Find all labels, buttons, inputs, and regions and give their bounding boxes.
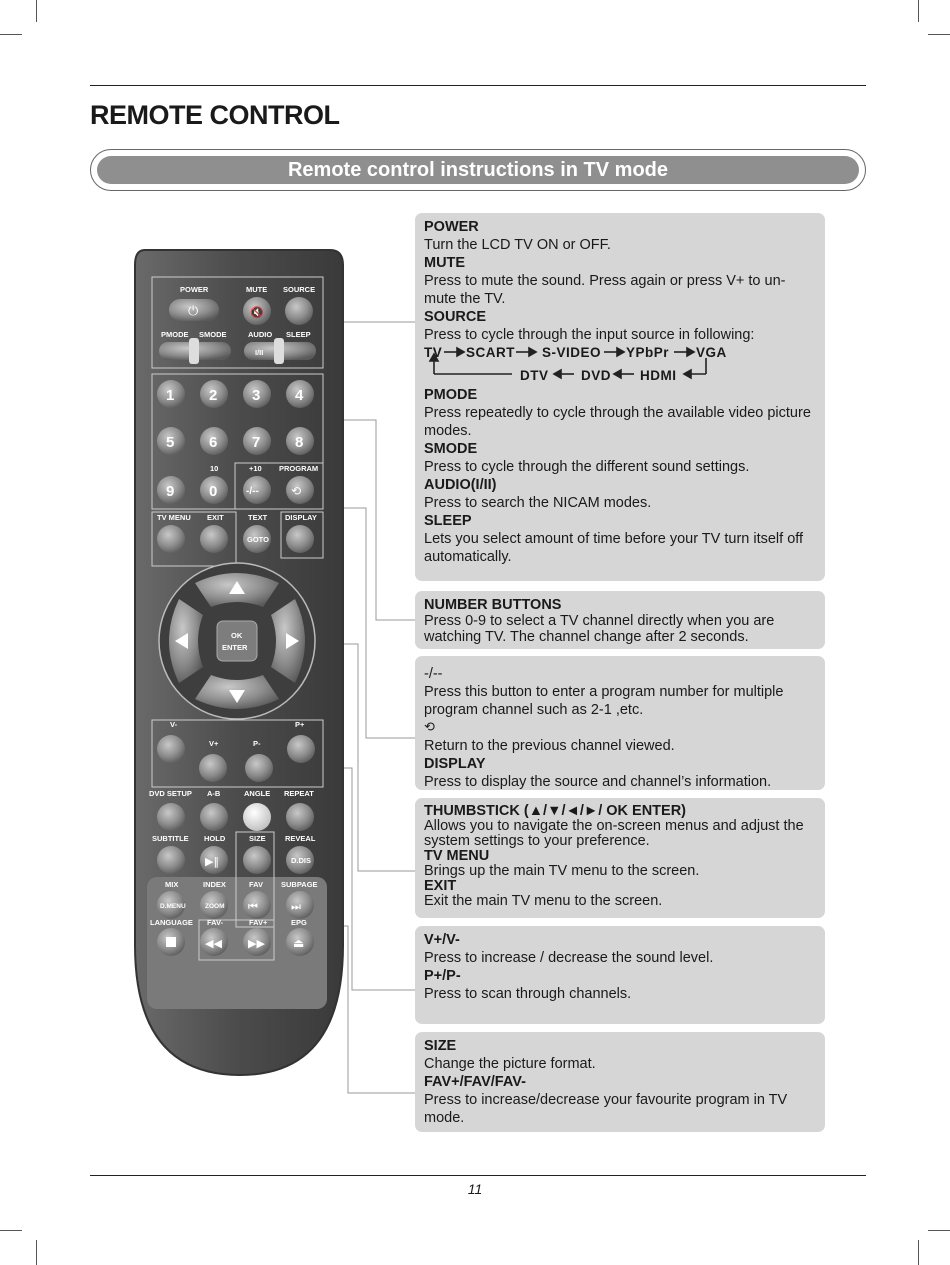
tvmenu-heading: TV MENU: [424, 848, 490, 864]
favminus-label: FAV-: [207, 918, 224, 927]
pminus-button[interactable]: [245, 754, 273, 782]
dash-heading: -/--: [424, 666, 443, 682]
crop-mark: [36, 0, 37, 22]
thumbstick-box: [415, 798, 825, 918]
dvdsetup-label: DVD SETUP: [149, 789, 192, 798]
stop-icon: [166, 937, 176, 947]
vplus-button[interactable]: [199, 754, 227, 782]
display-label: DISPLAY: [285, 513, 317, 522]
subtitle-label: SUBTITLE: [152, 834, 189, 843]
smode-label: SMODE: [199, 330, 227, 339]
return-icon: ⟲: [291, 484, 302, 498]
digit-label: 7: [252, 434, 261, 451]
source-label: SOURCE: [283, 285, 316, 294]
digit-label: 3: [252, 387, 261, 404]
volume-box: [415, 926, 825, 1024]
dmenu-label: D.MENU: [160, 903, 186, 910]
channel-text: Press to scan through channels.: [424, 986, 632, 1002]
dvdsetup-button[interactable]: [157, 803, 185, 831]
source-text: Press to cycle through the input source in following:: [424, 327, 755, 343]
repeat-label: REPEAT: [284, 789, 314, 798]
sleep-text: Lets you select amount of time before your TV turn itself off automatically.: [424, 531, 804, 565]
pplus-label: P+: [295, 720, 305, 729]
digit-label: 6: [209, 434, 218, 451]
vplus-label: V+: [209, 739, 219, 748]
ddis-label: D.DIS: [291, 856, 312, 865]
digit-label: 1: [166, 387, 175, 404]
digit-label: 4: [295, 387, 304, 404]
thumbstick-text: Allows you to navigate the on-screen menus and adjust the system settings to your preference.: [424, 818, 804, 849]
page-title: REMOTE CONTROL: [90, 100, 340, 130]
size-box: [415, 1032, 825, 1132]
tvmenu-text: Brings up the main TV menu to the screen.: [424, 863, 700, 879]
size-button[interactable]: [243, 846, 271, 874]
display-button[interactable]: [286, 525, 314, 553]
eject-icon: ⏏: [293, 936, 305, 950]
audio-label: AUDIO: [248, 330, 273, 339]
subpage-label: SUBPAGE: [281, 880, 318, 889]
crop-mark: [918, 0, 919, 22]
sleep-label: SLEEP: [286, 330, 311, 339]
power-icon: ⏻: [188, 304, 199, 319]
banner-title: Remote control instructions in TV mode: [97, 156, 859, 184]
index-label: INDEX: [203, 880, 226, 889]
crop-mark: [918, 1240, 919, 1265]
vminus-label: V-: [170, 720, 178, 729]
exit-heading: EXIT: [424, 878, 457, 894]
exit-label: EXIT: [207, 513, 224, 522]
smode-heading: SMODE: [424, 441, 478, 457]
flow-dvd: DVD: [581, 368, 612, 383]
audio-heading: AUDIO(I/II): [424, 477, 497, 493]
audio-text: Press to search the NICAM modes.: [424, 495, 652, 511]
mute-icon: 🔇: [250, 306, 264, 319]
channel-heading: P+/P-: [424, 968, 461, 984]
section-banner: [90, 149, 866, 191]
fast-forward-icon: ▶▶: [248, 937, 265, 950]
ok-enter-button[interactable]: [217, 621, 257, 661]
epg-label: EPG: [291, 918, 307, 927]
digit-label: 9: [166, 483, 175, 500]
play-pause-icon: ▶‖: [205, 855, 219, 868]
mute-heading: MUTE: [424, 255, 466, 271]
repeat-button[interactable]: [286, 803, 314, 831]
power-heading: POWER: [424, 219, 479, 235]
digit-label: 8: [295, 434, 304, 451]
page-number: 11: [467, 1181, 483, 1197]
tvmenu-button[interactable]: [157, 525, 185, 553]
smode-text: Press to cycle through the different sound settings.: [424, 459, 750, 475]
zoom-label: ZOOM: [205, 903, 225, 910]
favplus-label: FAV+: [249, 918, 268, 927]
fav-heading: FAV+/FAV/FAV-: [424, 1074, 526, 1090]
flow-dtv: DTV: [520, 368, 549, 383]
mute-label: MUTE: [246, 285, 268, 294]
rewind-icon: ◀◀: [205, 937, 222, 950]
digit-label: 2: [209, 387, 218, 404]
pminus-label: P-: [253, 739, 261, 748]
ab-button[interactable]: [200, 803, 228, 831]
mute-text: Press to mute the sound. Press again or press V+ to un-mute the TV.: [424, 273, 786, 307]
language-label: LANGUAGE: [150, 918, 193, 927]
angle-label: ANGLE: [244, 789, 271, 798]
top-rule: [90, 85, 866, 86]
number-text: Press 0-9 to select a TV channel directly when you are watching TV. The channel change after 2 seconds.: [424, 613, 775, 645]
dash-text: Press this button to enter a program number for multiple program channel such as 2-1 ,etc.: [424, 684, 784, 718]
pplus-button[interactable]: [287, 735, 315, 763]
digit-label: 0: [209, 483, 218, 500]
flow-scart: SCART: [466, 345, 515, 360]
flow-svideo: S-VIDEO: [542, 345, 602, 360]
source-flow-diagram: [424, 344, 816, 386]
size-heading: SIZE: [424, 1038, 457, 1054]
program-box: [415, 656, 825, 790]
crop-mark: [928, 34, 950, 35]
dash-button-label: -/--: [246, 486, 259, 497]
power-label: POWER: [180, 285, 209, 294]
crop-mark: [0, 1230, 22, 1231]
exit-text: Exit the main TV menu to the screen.: [424, 893, 663, 909]
ok-label: OK: [231, 631, 243, 640]
exit-button[interactable]: [200, 525, 228, 553]
return-icon: ⟲: [424, 720, 435, 735]
ab-label: A-B: [207, 789, 221, 798]
flow-vga: VGA: [696, 345, 727, 360]
audio-button-label: I/II: [255, 348, 264, 357]
thumbstick-heading: THUMBSTICK (▲/▼/◄/►/ OK ENTER): [424, 803, 687, 819]
fav-label: FAV: [249, 880, 264, 889]
pmode-label: PMODE: [161, 330, 189, 339]
text-label: TEXT: [248, 513, 268, 522]
crop-mark: [36, 1240, 37, 1265]
flow-ypbpr: YPbPr: [626, 345, 670, 360]
display-text: Press to display the source and channel’s information.: [424, 774, 772, 790]
tvmenu-label: TV MENU: [157, 513, 191, 522]
skip-forward-icon: ⏭: [291, 900, 301, 913]
pmode-heading: PMODE: [424, 387, 478, 403]
number-buttons-box: [415, 591, 825, 649]
source-heading: SOURCE: [424, 309, 487, 325]
goto-label: GOTO: [247, 535, 269, 544]
angle-button[interactable]: [243, 803, 271, 831]
fav-text: Press to increase/decrease your favourite program in TV mode.: [424, 1092, 788, 1126]
remote-control-illustration: [125, 245, 355, 1105]
digit-label: 5: [166, 434, 175, 451]
program-label: PROGRAM: [279, 464, 319, 473]
subtitle-button[interactable]: [157, 846, 185, 874]
bottom-rule: [90, 1175, 866, 1176]
flow-tv: TV: [424, 345, 443, 360]
skip-back-icon: ⏮: [248, 900, 258, 913]
ten-label: 10: [210, 464, 219, 473]
remote-svg: [125, 245, 355, 1105]
crop-mark: [0, 34, 22, 35]
pmode-text: Press repeatedly to cycle through the available video picture modes.: [424, 405, 811, 439]
flow-hdmi: HDMI: [640, 368, 677, 383]
plus10-label: +10: [249, 464, 262, 473]
number-heading: NUMBER BUTTONS: [424, 597, 562, 613]
display-heading: DISPLAY: [424, 756, 486, 772]
size-label: SIZE: [249, 834, 266, 843]
volume-text: Press to increase / decrease the sound level.: [424, 950, 714, 966]
power-text: Turn the LCD TV ON or OFF.: [424, 237, 611, 253]
power-source-box: [415, 213, 825, 581]
volume-heading: V+/V-: [424, 932, 460, 948]
enter-label: ENTER: [222, 643, 248, 652]
hold-label: HOLD: [204, 834, 226, 843]
source-button[interactable]: [285, 297, 313, 325]
reveal-label: REVEAL: [285, 834, 316, 843]
size-text: Change the picture format.: [424, 1056, 596, 1072]
return-text: Return to the previous channel viewed.: [424, 738, 675, 754]
sleep-heading: SLEEP: [424, 513, 472, 529]
vminus-button[interactable]: [157, 735, 185, 763]
crop-mark: [928, 1230, 950, 1231]
mix-label: MIX: [165, 880, 179, 889]
